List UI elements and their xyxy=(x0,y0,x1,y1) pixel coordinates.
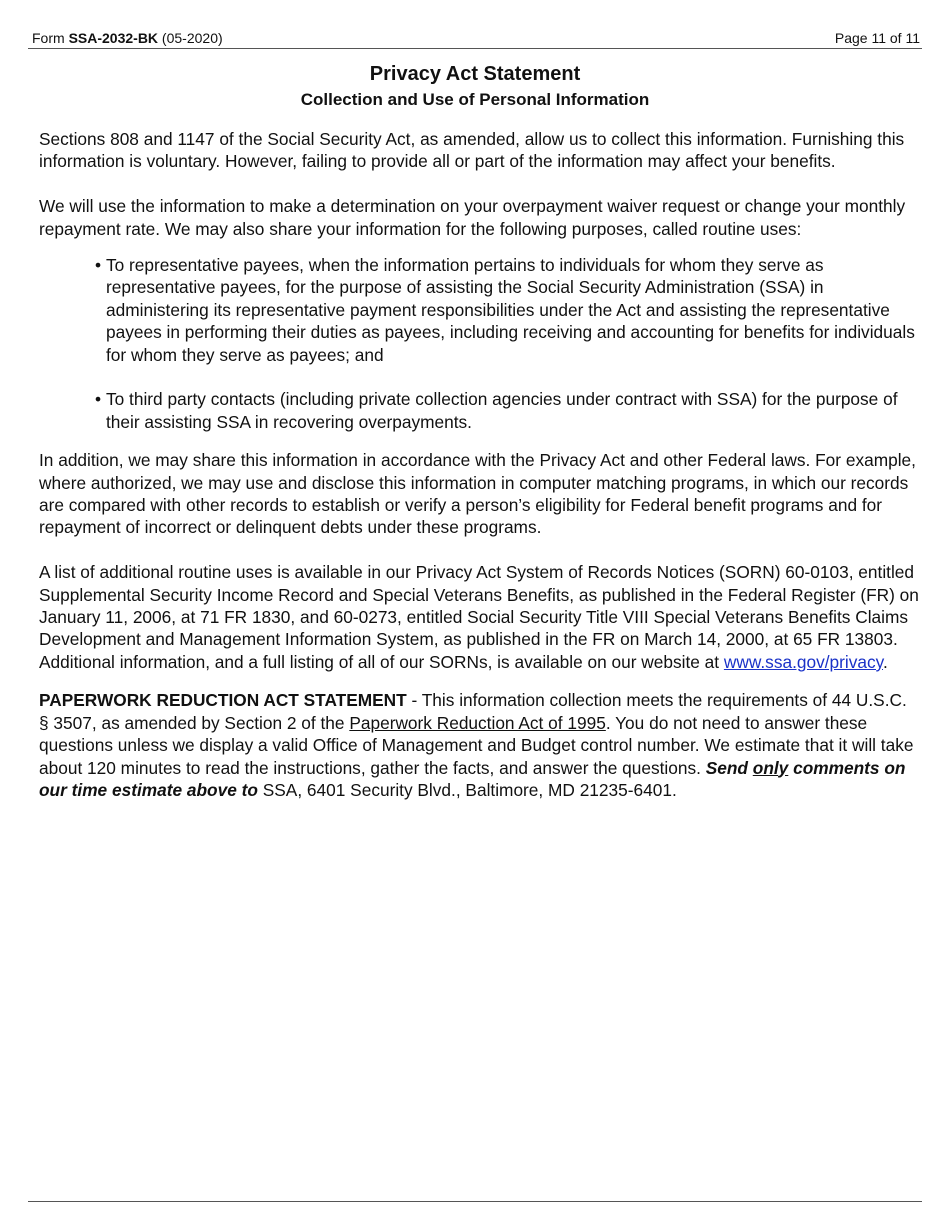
paperwork-heading: PAPERWORK REDUCTION ACT STATEMENT xyxy=(39,690,407,711)
page-subtitle: Collection and Use of Personal Information xyxy=(300,90,650,109)
bullet-icon: • xyxy=(95,389,102,410)
paragraph-sorn: A list of additional routine uses is available in our Privacy Act System of Records Notices (SORN) 60-0103, entitled Supplemental Security Income Record and Special Veterans Benefits, as published in the Federal Register (FR) on January 11, 2006, at 71 FR 1830, and 60-0273, entitled Social Security Title VIII Special Veterans Benefits Claims Development and Management Information System, as published in the FR on March 14, 2000, at 65 FR 13803. Additional information, and a full listing of all of our SORNs, is available on our website at www.ssa.gov/privacy. xyxy=(39,562,919,672)
paragraph-additional-sharing: In addition, we may share this information in accordance with the Privacy Act and other Federal laws. For example, where authorized, we may use and disclose this information in computer matching programs, in which our records are compared with other records to establish or verify a person’s eligibility for Federal benefit programs and for repayment of incorrect or delinquent debts under these programs. xyxy=(39,450,916,538)
paragraph-routine-uses: We will use the information to make a determination on your overpayment waiver request or change your monthly repayment rate. We may also share your information for the following purposes, called routine uses: xyxy=(39,196,906,239)
list-item: • To representative payees, when the information pertains to individuals for whom they serve as representative payees, for the purpose of assisting the Social Security Administration (SSA) in administering its representative payment responsibilities under the Act and assisting the representative payees in performing their duties as payees, including receiving and accounting for benefits for individuals for whom they serve as payees; and xyxy=(95,255,915,365)
paragraph-paperwork-reduction: PAPERWORK REDUCTION ACT STATEMENT - This information collection meets the requirements of 44 U.S.C. § 3507, as amended by Section 2 of the Paperwork Reduction Act of 1995. You do not need to answer these questions unless we display a valid Office of Management and Budget control number. We estimate that it will take about 120 minutes to read the instructions, gather the facts, and answer the questions. Send only comments on our time estimate above to SSA, 6401 Security Blvd., Baltimore, MD 21235-6401. xyxy=(39,690,914,800)
list-item: • To third party contacts (including private collection agencies under contract with SSA) for the purpose of their assisting SSA in recovering overpayments. xyxy=(95,389,898,432)
paperwork-act-reference: Paperwork Reduction Act of 1995 xyxy=(349,712,606,733)
routine-uses-list xyxy=(39,254,919,433)
page-header xyxy=(28,30,922,49)
form-code: SSA-2032-BK xyxy=(68,30,159,46)
form-identifier: Form SSA-2032-BK (05-2020) xyxy=(32,30,223,46)
only-emphasis: only xyxy=(752,757,789,778)
footer-divider xyxy=(28,1201,922,1202)
page-title: Privacy Act Statement xyxy=(369,63,581,85)
privacy-link[interactable]: www.ssa.gov/privacy xyxy=(723,651,883,672)
bullet-icon: • xyxy=(95,255,102,276)
paragraph-authority: Sections 808 and 1147 of the Social Security Act, as amended, allow us to collect this information. Furnishing this information is voluntary. However, failing to provide all or part of the information may affect your benefits. xyxy=(39,129,905,172)
document-body xyxy=(39,128,919,824)
page-number: Page 11 of 11 xyxy=(834,30,920,46)
